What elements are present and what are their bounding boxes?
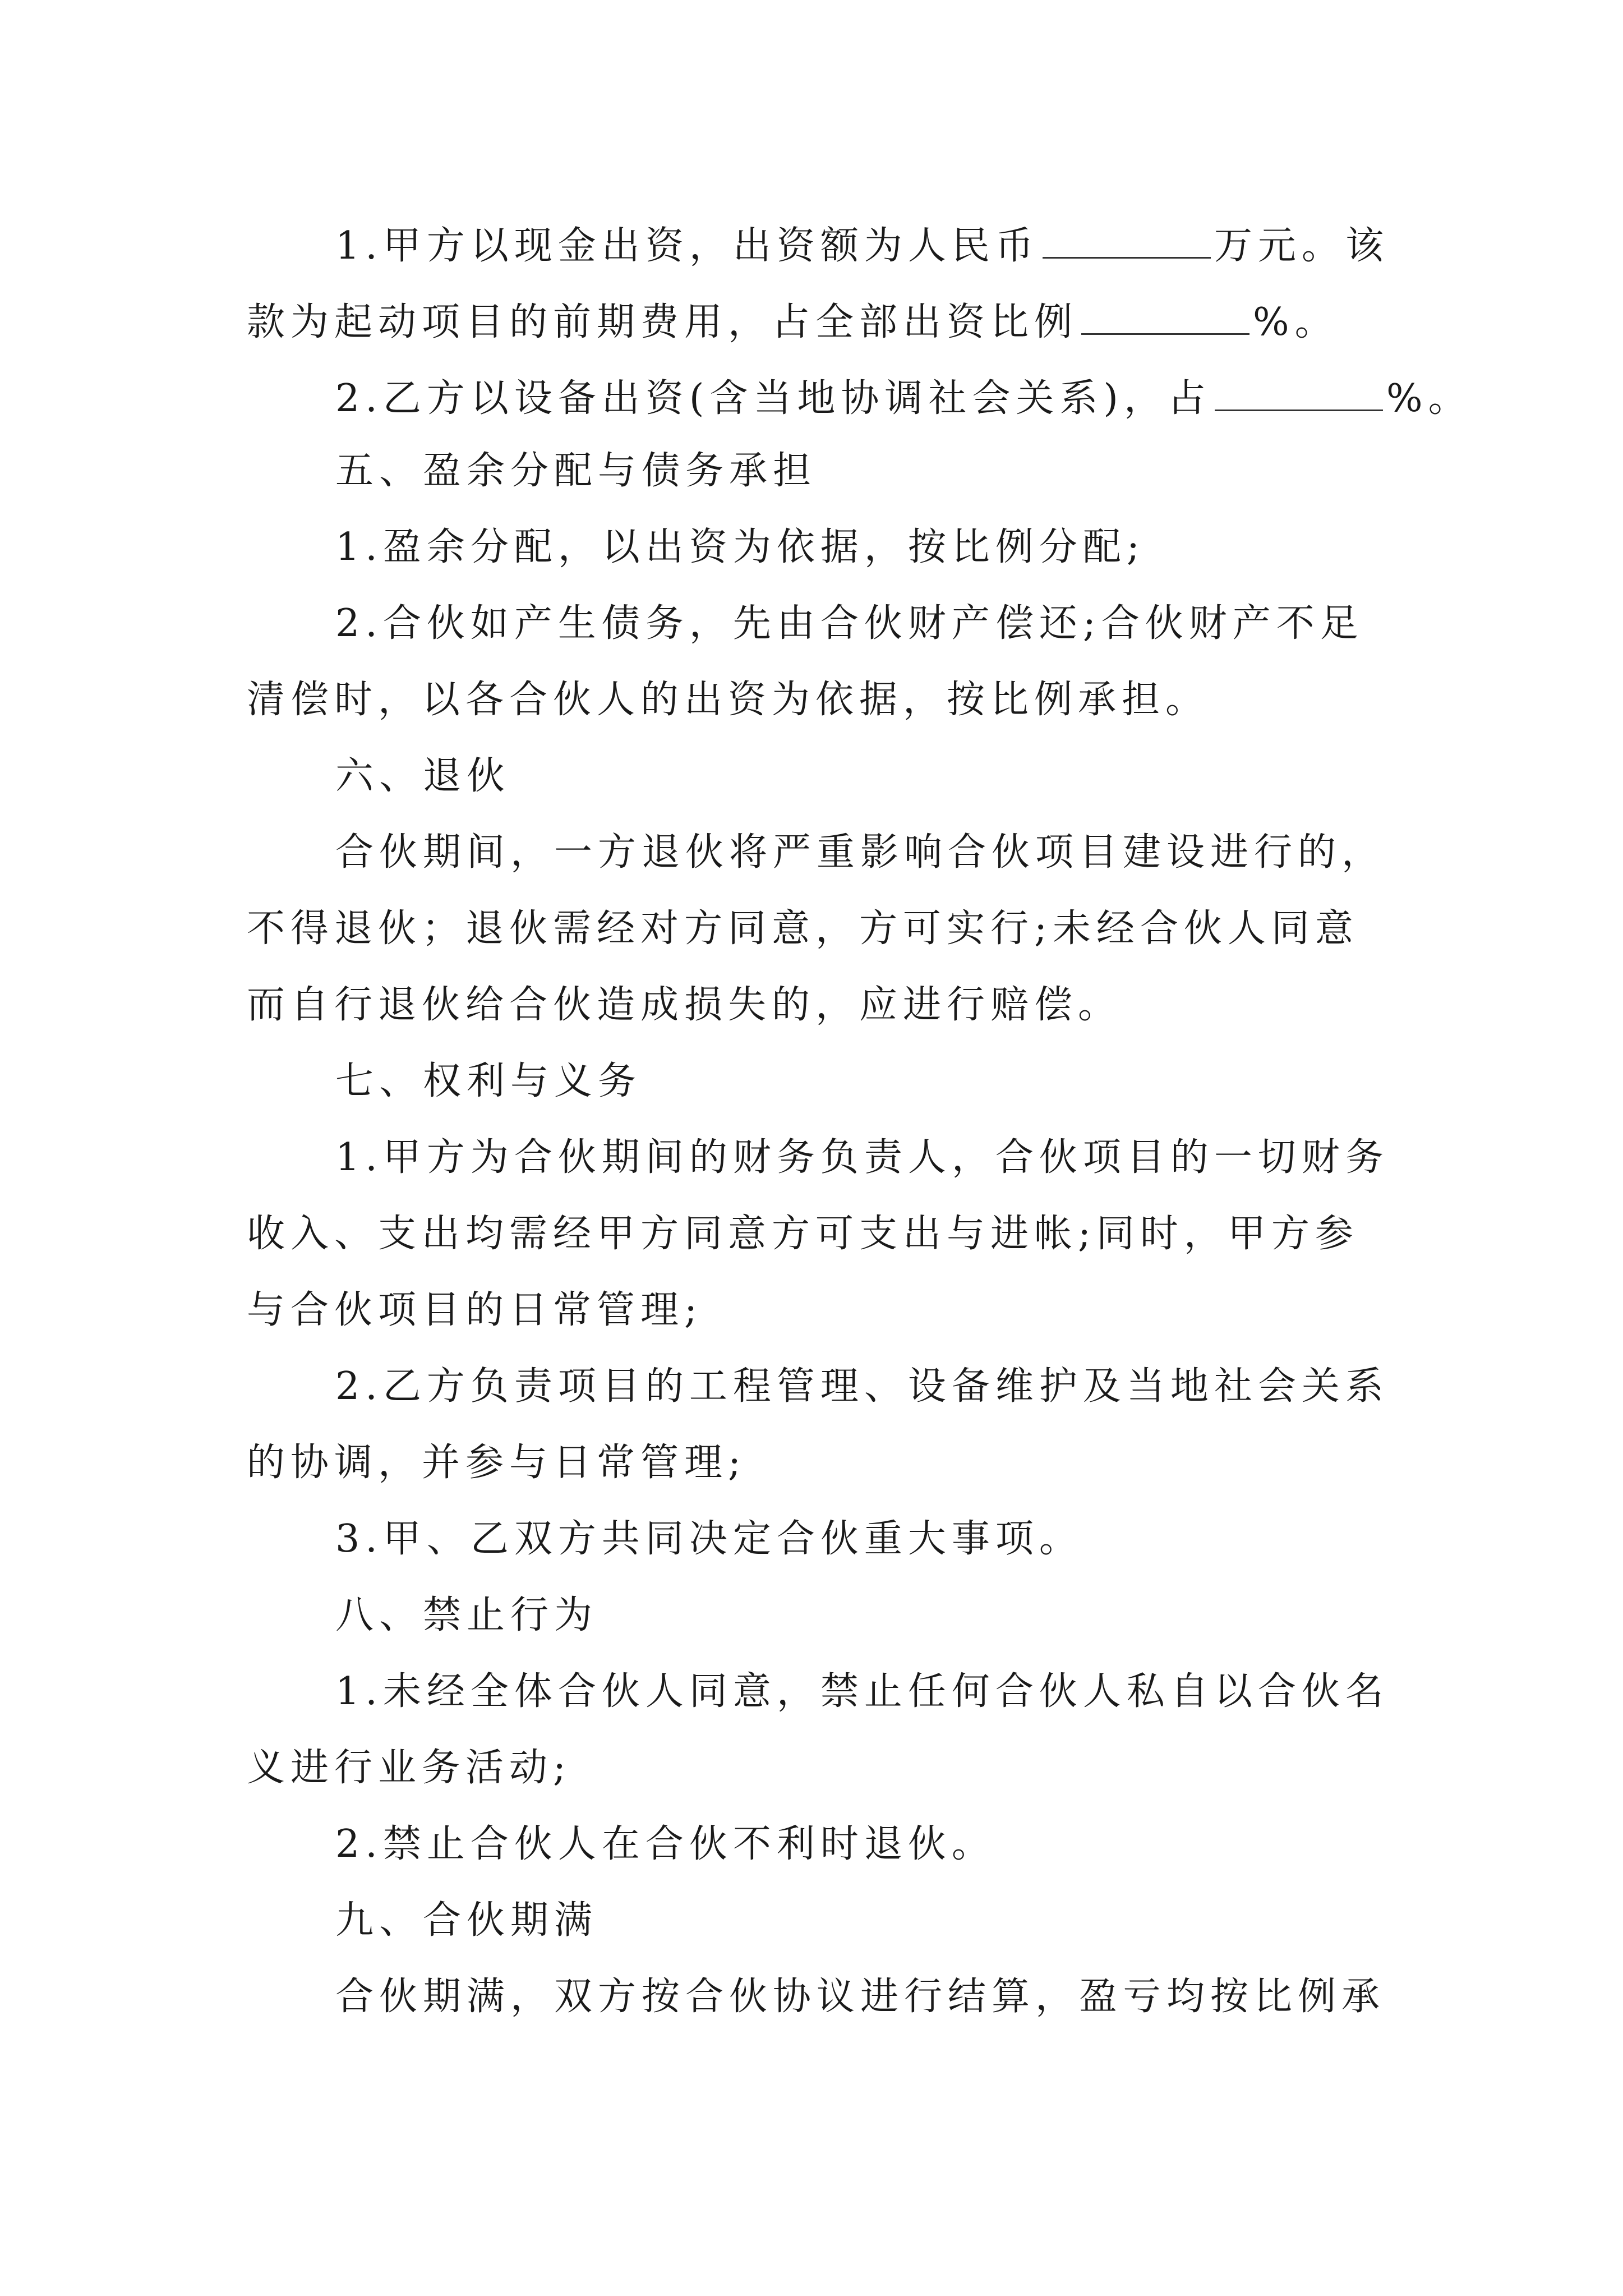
clause-7-item-1-line-1: 1.甲方为合伙期间的财务负责人，合伙项目的一切财务 [335, 1135, 1389, 1180]
clause-7-item-1-line-2: 收入、支出均需经甲方同意方可支出与进帐;同时，甲方参 [247, 1212, 1359, 1256]
section-heading-9: 九、合伙期满 [335, 1898, 598, 1943]
fill-in-blank-amount [1043, 223, 1211, 259]
clause-6-line-3: 而自行退伙给合伙造成损失的，应进行赔偿。 [247, 983, 1122, 1027]
clause-7-item-3: 3.甲、乙双方共同决定合伙重大事项。 [335, 1517, 1083, 1561]
section-heading-5: 五、盈余分配与债务承担 [335, 449, 817, 493]
clause-5-item-2-line-1: 2.合伙如产生债务，先由合伙财产偿还;合伙财产不足 [335, 601, 1364, 646]
fill-in-blank-ratio-b [1215, 376, 1383, 411]
clause-4-item-2: 2.乙方以设备出资(含当地协调社会关系)，占 %。 [335, 376, 1472, 421]
clause-8-item-1-line-1: 1.未经全体合伙人同意，禁止任何合伙人私自以合伙名 [335, 1669, 1389, 1714]
clause-6-line-2: 不得退伙；退伙需经对方同意，方可实行;未经合伙人同意 [247, 907, 1359, 951]
clause-8-item-1-line-2: 义进行业务活动; [247, 1746, 571, 1790]
section-heading-8: 八、禁止行为 [335, 1593, 598, 1637]
fill-in-blank-ratio-a [1081, 300, 1249, 335]
clause-4-item-1-line-2: 款为起动项目的前期费用，占全部出资比例 %。 [247, 300, 1339, 344]
clause-7-item-1-line-3: 与合伙项目的日常管理; [247, 1288, 703, 1332]
clause-7-item-2-line-1: 2.乙方负责项目的工程管理、设备维护及当地社会关系 [335, 1364, 1389, 1409]
clause-5-item-1: 1.盈余分配，以出资为依据，按比例分配; [335, 525, 1145, 569]
section-heading-7: 七、权利与义务 [335, 1059, 642, 1103]
clause-6-line-1: 合伙期间，一方退伙将严重影响合伙项目建设进行的， [335, 830, 1386, 875]
clause-5-item-2-line-2: 清偿时，以各合伙人的出资为依据，按比例承担。 [247, 678, 1210, 722]
section-heading-6: 六、退伙 [335, 754, 511, 798]
clause-4-item-1-line-1: 1.甲方以现金出资，出资额为人民币 万元。该 [335, 224, 1389, 268]
clause-9-line-1: 合伙期满，双方按合伙协议进行结算，盈亏均按比例承 [335, 1975, 1386, 2019]
clause-7-item-2-line-2: 的协调，并参与日常管理; [247, 1441, 746, 1485]
clause-8-item-2: 2.禁止合伙人在合伙不利时退伙。 [335, 1822, 995, 1866]
